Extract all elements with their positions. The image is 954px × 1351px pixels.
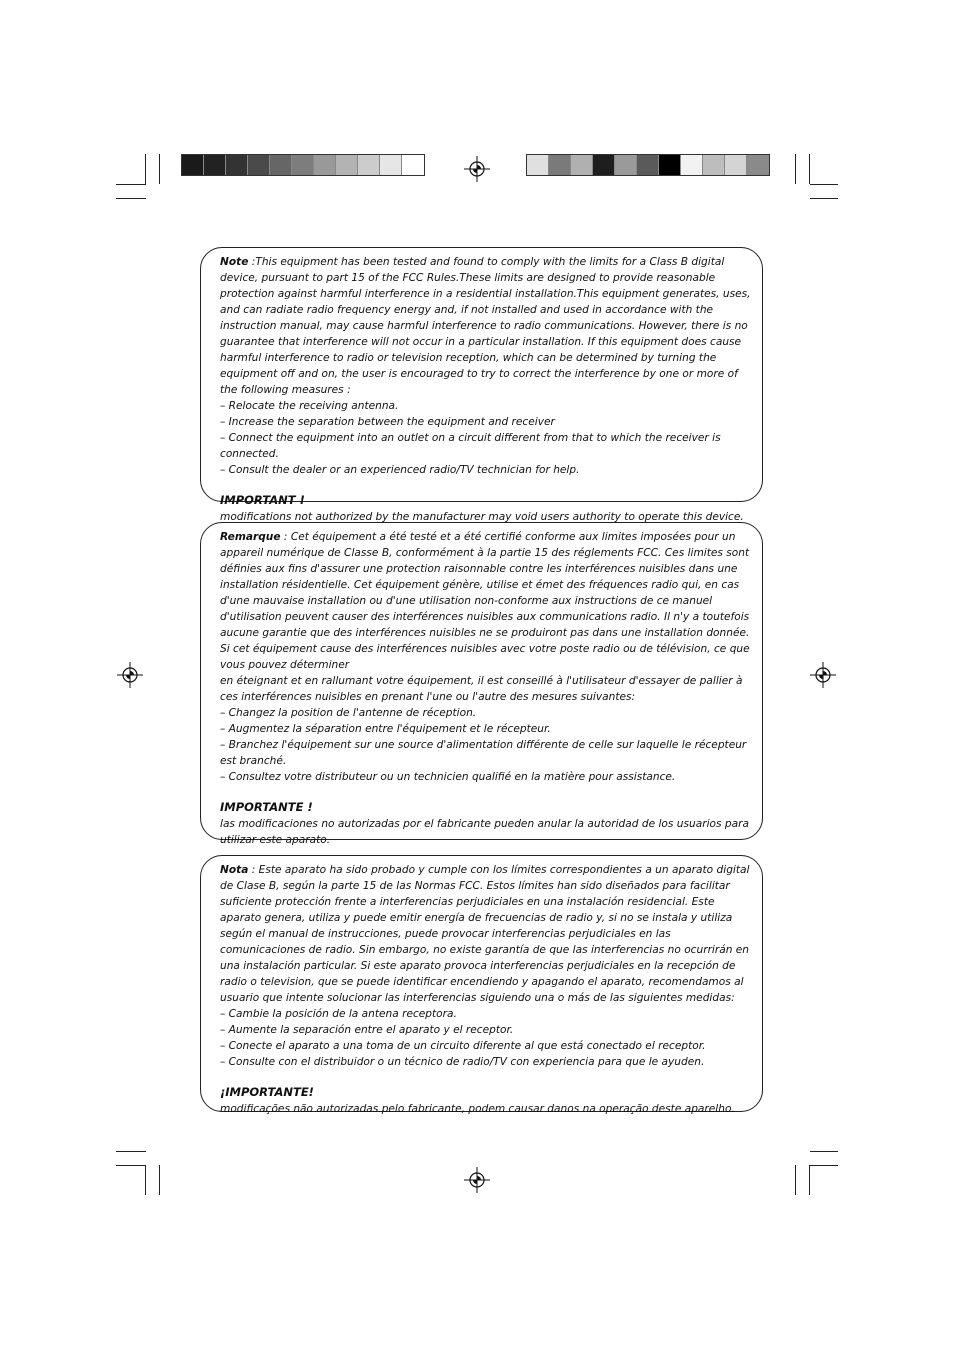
color-swatch	[358, 155, 380, 175]
notice-body: : Cet équipement a été testé et a été certifié conforme aux limites imposées pour un appareil numérique de Classe B, conformément à la partie 15 des réglements FCC. Ces limites sont définies aux fins d'assurer une protection raisonnable contre les interférences nuisibles dans une installation résidentielle. Cet équipement génère, utilise et émet des fréquences radio qui, en cas d'une mauvaise installation ou d'une utilisation non-conforme aux instructions de ce manuel d'utilisation peuvent causer des interférences nuisibles aux communications radio. Il n'y a toutefois aucune garantie que des interférences nuisibles ne se produiront pas dans une installation donnée. Si cet équipement cause des interférences nuisibles avec votre poste radio ou de télévision, ce que vous pouvez déterminer	[220, 531, 750, 671]
important-title: IMPORTANT !	[220, 493, 305, 507]
measure-item: – Relocate the receiving antenna.	[220, 400, 399, 412]
measures-list	[220, 1006, 754, 1070]
color-swatch	[380, 155, 402, 175]
color-swatch	[292, 155, 314, 175]
important-text: las modificaciones no autorizadas por el fabricante pueden anular la autoridad de los usuarios para utilizar este aparato.	[220, 818, 749, 846]
color-swatch	[336, 155, 358, 175]
measure-item: – Consulte con el distribuidor o un técnico de radio/TV con experiencia para que le ayuden.	[220, 1056, 705, 1068]
color-swatch	[725, 155, 747, 175]
important-title: IMPORTANTE !	[220, 800, 313, 814]
notice-paragraph	[220, 529, 754, 673]
registration-mark-left-icon	[117, 662, 143, 688]
color-swatch	[747, 155, 769, 175]
notice-paragraph-continued: en éteignant et en rallumant votre équipement, il est conseillé à l'utilisateur d'essayer de pallier à ces interférences nuisibles en prenant l'une ou l'autre des mesures suivantes:	[220, 675, 743, 703]
measure-item: – Connect the equipment into an outlet on a circuit different from that to which the receiver is connected.	[220, 432, 721, 460]
color-swatch	[226, 155, 248, 175]
color-swatch	[681, 155, 703, 175]
registration-mark-right-icon	[810, 662, 836, 688]
measure-item: – Augmentez la séparation entre l'équipement et le récepteur.	[220, 723, 551, 735]
color-swatch	[270, 155, 292, 175]
important-title: ¡IMPORTANTE!	[220, 1085, 314, 1099]
measures-list	[220, 705, 754, 785]
color-swatch	[703, 155, 725, 175]
important-text: modifications not authorized by the manufacturer may void users authority to operate this device.	[220, 511, 744, 523]
measures-list	[220, 398, 754, 478]
color-swatch	[549, 155, 571, 175]
color-swatch	[659, 155, 681, 175]
color-swatch	[527, 155, 549, 175]
notice-box-spanish	[200, 855, 763, 1115]
notice-lead: Nota	[220, 864, 249, 876]
notice-lead: Note	[220, 256, 249, 268]
measure-item: – Consult the dealer or an experienced radio/TV technician for help.	[220, 464, 580, 476]
color-swatch	[314, 155, 336, 175]
color-bar-left	[181, 154, 425, 176]
registration-mark-top-icon	[464, 156, 490, 182]
color-bar-right	[526, 154, 770, 176]
color-swatch	[248, 155, 270, 175]
color-swatch	[615, 155, 637, 175]
important-text: modificações não autorizadas pelo fabricante, podem causar danos na operação deste aparelho.	[220, 1103, 735, 1115]
measure-item: – Branchez l'équipement sur une source d'alimentation différente de celle sur laquelle le récepteur est branché.	[220, 739, 747, 767]
measure-item: – Consultez votre distributeur ou un technicien qualifié en la matière pour assistance.	[220, 771, 676, 783]
measure-item: – Changez la position de l'antenne de réception.	[220, 707, 477, 719]
color-swatch	[402, 155, 424, 175]
notice-box-english	[200, 247, 763, 523]
notice-paragraph	[220, 254, 754, 398]
color-swatch	[182, 155, 204, 175]
color-swatch	[204, 155, 226, 175]
notice-body: : Este aparato ha sido probado y cumple con los límites correspondientes a un aparato digital de Clase B, según la parte 15 de las Normas FCC. Estos límites han sido diseñados para facilitar suficiente protección frente a interferencias perjudiciales en una instalación residencial. Este aparato genera, utiliza y puede emitir energía de frecuencias de radio y, si no se instala y utiliza según el manual de instrucciones, puede provocar interferencias perjudiciales en las comunicaciones de radio. Sin embargo, no existe garantía de que las interferencias no ocurrirán en una instalación particular. Si este aparato provoca interferencias perjudiciales en la recepción de radio o television, que se puede identificar encendiendo y apagando el aparato, recomendamos al usuario que intente solucionar las interferencias siguiendo una o más de las siguientes medidas:	[220, 864, 750, 1004]
measure-item: – Increase the separation between the equipment and receiver	[220, 416, 555, 428]
notice-paragraph	[220, 862, 754, 1006]
notice-lead: Remarque	[220, 531, 281, 543]
notice-body: :This equipment has been tested and found to comply with the limits for a Class B digital device, pursuant to part 15 of the FCC Rules.These limits are designed to provide reasonable protection against harmful interference in a residential installation.This equipment generates, uses, and can radiate radio frequency energy and, if not installed and used in accordance with the instruction manual, may cause harmful interference to radio communications. However, there is no guarantee that interference will not occur in a particular installation. If this equipment does cause harmful interference to radio or television reception, which can be determined by turning the equipment off and on, the user is encouraged to try to correct the interference by one or more of the following measures :	[220, 256, 751, 396]
measure-item: – Conecte el aparato a una toma de un circuito diferente al que está conectado el receptor.	[220, 1040, 706, 1052]
measure-item: – Cambie la posición de la antena receptora.	[220, 1008, 457, 1020]
color-swatch	[637, 155, 659, 175]
registration-mark-bottom-icon	[464, 1167, 490, 1193]
measure-item: – Aumente la separación entre el aparato y el receptor.	[220, 1024, 514, 1036]
color-swatch	[593, 155, 615, 175]
color-swatch	[571, 155, 593, 175]
notice-box-french	[200, 522, 763, 846]
